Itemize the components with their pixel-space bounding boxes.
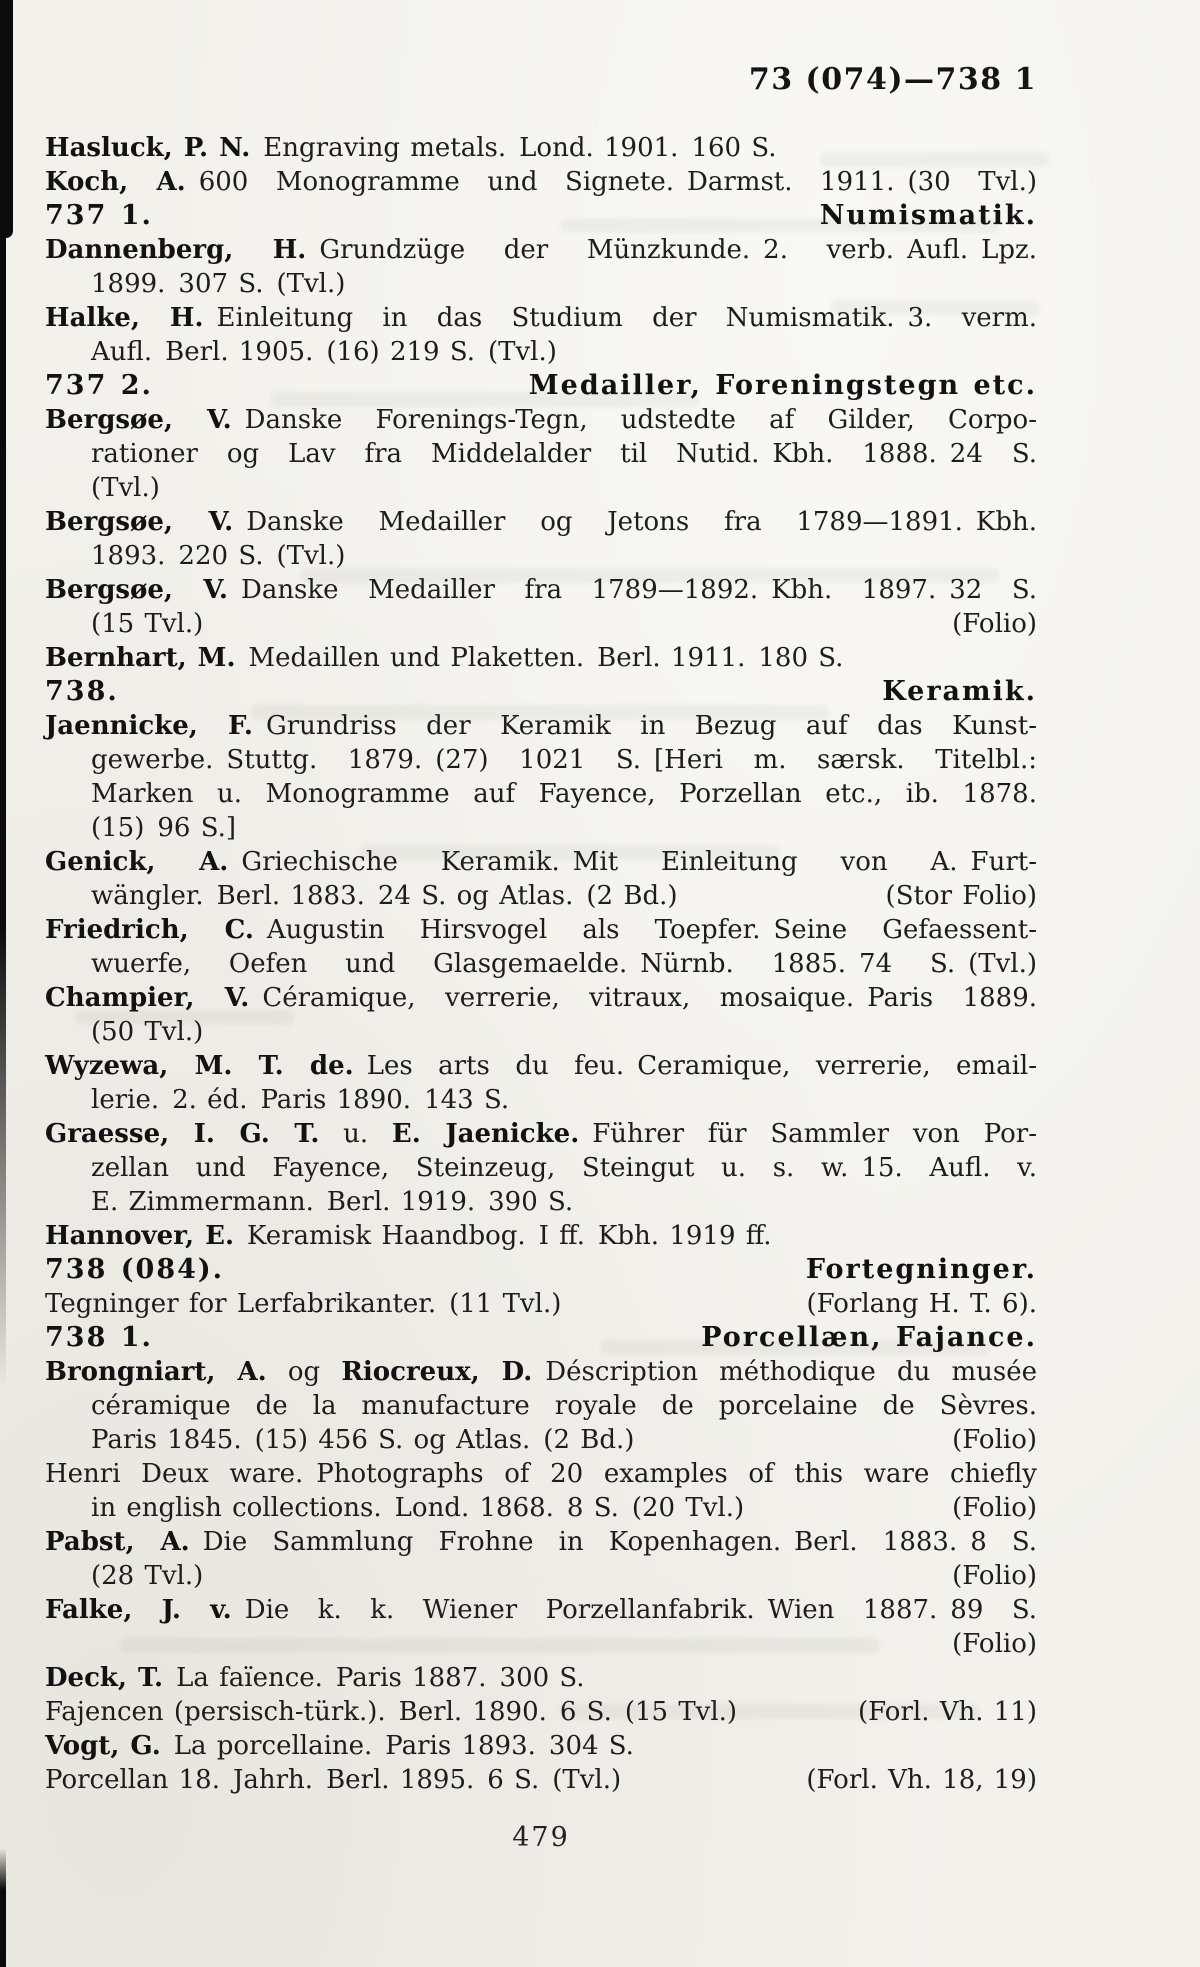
author-name: Bergsøe, V.	[45, 575, 228, 605]
entry-line	[45, 301, 1037, 335]
entry-text: E. Zimmermann. Berl. 1919. 390 S.	[91, 1187, 574, 1217]
entry-line	[45, 1355, 1037, 1389]
entry-line	[45, 1151, 1037, 1185]
author-name: Falke, J. v.	[45, 1595, 232, 1625]
format-note: (Folio)	[952, 1493, 1037, 1523]
author-name: Graesse, I. G. T.	[45, 1119, 320, 1149]
entry-text: Die Sammlung Frohne in Kopenhagen. Berl. 1883. 8 S.	[189, 1527, 1037, 1557]
section-label: Porcellæn, Fajance.	[701, 1322, 1037, 1353]
entry-line	[45, 1423, 1037, 1457]
entry-text: in english collections. Lond. 1868. 8 S. (20 Tvl.)	[91, 1493, 745, 1523]
entry-line	[45, 743, 1037, 777]
entry-line	[45, 335, 1037, 369]
entry-line	[45, 1763, 1037, 1797]
format-note: (Folio)	[952, 1561, 1037, 1591]
entry-line	[45, 1117, 1037, 1151]
author-name: E. Jaenicke.	[391, 1119, 580, 1149]
entry-text: Medaillen und Plaketten. Berl. 1911. 180 S.	[235, 643, 844, 673]
entry-text: Henri Deux ware. Photographs of 20 examples of this ware chiefly	[45, 1459, 1037, 1489]
entry-line	[45, 539, 1037, 573]
entry-line	[45, 641, 1037, 675]
entry-line	[45, 437, 1037, 471]
entry-line	[45, 1491, 1037, 1525]
running-head-classification: 73 (074)—738 1	[748, 62, 1037, 97]
entry-text: wuerfe, Oefen und Glasgemaelde. Nürnb. 1885. 74 S. (Tvl.)	[91, 949, 1037, 979]
entry-text: Einleitung in das Studium der Numismatik. 3. verm.	[203, 303, 1037, 333]
author-name: 737 2.	[45, 370, 153, 401]
entry-line	[45, 1015, 1037, 1049]
entry-text: u.	[319, 1119, 392, 1149]
format-note: (Forl. Vh. 11)	[858, 1697, 1037, 1727]
entry-text: Danske Medailler og Jetons fra 1789—1891. Kbh.	[233, 507, 1038, 537]
entry-line	[45, 1049, 1037, 1083]
entry-text: Paris 1845. (15) 456 S. og Atlas. (2 Bd.)	[91, 1425, 635, 1455]
entry-text: (Tvl.)	[91, 473, 160, 503]
author-name: Bergsøe, V.	[45, 507, 234, 537]
author-name: Brongniart, A.	[45, 1357, 267, 1387]
entry-text: La porcellaine. Paris 1893. 304 S.	[160, 1731, 634, 1761]
entry-line	[45, 573, 1037, 607]
author-name: Halke, H.	[45, 303, 204, 333]
entry-line	[45, 1287, 1037, 1321]
author-name: Wyzewa, M. T. de.	[45, 1051, 354, 1081]
author-name: Bergsøe, V.	[45, 405, 232, 435]
entry-text: Griechische Keramik. Mit Einleitung von A. Furt-	[228, 847, 1037, 877]
author-name: 738.	[45, 676, 119, 707]
entry-line	[45, 1729, 1037, 1763]
author-name: 738 (084).	[45, 1254, 225, 1285]
author-name: 738 1.	[45, 1322, 153, 1353]
scan-gutter-shadow-top	[0, 0, 13, 238]
entry-text: Marken u. Monogramme auf Fayence, Porzellan etc., ib. 1878.	[91, 779, 1037, 809]
entry-text: Porcellan 18. Jahrh. Berl. 1895. 6 S. (Tvl.)	[45, 1765, 622, 1795]
entry-text: Die k. k. Wiener Porzellanfabrik. Wien 1887. 89 S.	[231, 1595, 1037, 1625]
section-heading-row	[45, 199, 1037, 233]
section-heading-row	[45, 1253, 1037, 1287]
section-heading-row	[45, 369, 1037, 403]
entry-line	[45, 777, 1037, 811]
entry-line	[45, 1219, 1037, 1253]
entry-text: Grundzüge der Münzkunde. 2. verb. Aufl. Lpz.	[306, 235, 1037, 265]
entry-text: lerie. 2. éd. Paris 1890. 143 S.	[91, 1085, 510, 1115]
entry-text: Fajencen (persisch-türk.). Berl. 1890. 6 S. (15 Tvl.)	[45, 1697, 738, 1727]
author-name: Friedrich, C.	[45, 915, 254, 945]
entry-line	[45, 709, 1037, 743]
entry-text: Engraving metals. Lond. 1901. 160 S.	[250, 133, 777, 163]
entry-text: (28 Tvl.)	[91, 1561, 204, 1591]
entry-text: Danske Forenings-Tegn, udstedte af Gilder, Corpo-	[231, 405, 1037, 435]
entry-line	[45, 471, 1037, 505]
entry-text: (15 Tvl.)	[91, 609, 204, 639]
entry-text: Déscription méthodique du musée	[532, 1357, 1038, 1387]
author-name: Champier, V.	[45, 983, 250, 1013]
entry-line	[45, 131, 1037, 165]
entry-text: (15) 96 S.]	[91, 813, 237, 843]
entry-text: 1899. 307 S. (Tvl.)	[91, 269, 346, 299]
author-name: Genick, A.	[45, 847, 229, 877]
format-note: (Stor Folio)	[885, 881, 1037, 911]
format-note: (Folio)	[952, 1629, 1037, 1659]
entry-line	[45, 1525, 1037, 1559]
entry-text: Augustin Hirsvogel als Toepfer. Seine Gefaessent-	[253, 915, 1037, 945]
entry-text: rationer og Lav fra Middelalder til Nutid. Kbh. 1888. 24 S.	[91, 439, 1037, 469]
entry-text: Céramique, verrerie, vitraux, mosaique. Paris 1889.	[249, 983, 1037, 1013]
entry-text: gewerbe. Stuttg. 1879. (27) 1021 S. [Heri m. særsk. Titelbl.:	[91, 745, 1037, 775]
scan-gutter-shadow-bottom	[0, 1848, 6, 1967]
entry-line	[45, 1389, 1037, 1423]
entry-line	[45, 845, 1037, 879]
entry-line	[45, 1559, 1037, 1593]
author-name: Riocreux, D.	[341, 1357, 533, 1387]
entry-text: La faïence. Paris 1887. 300 S.	[163, 1663, 585, 1693]
entry-line	[45, 947, 1037, 981]
entry-text: Grundriss der Keramik in Bezug auf das Kunst-	[252, 711, 1037, 741]
entry-line	[45, 879, 1037, 913]
section-heading-row	[45, 1321, 1037, 1355]
entry-line	[45, 1083, 1037, 1117]
entry-text: Tegninger for Lerfabrikanter. (11 Tvl.)	[45, 1289, 562, 1319]
entry-line	[45, 165, 1037, 199]
format-note: (Folio)	[952, 609, 1037, 639]
section-label: Keramik.	[882, 676, 1037, 707]
author-name: Jaennicke, F.	[45, 711, 253, 741]
author-name: Deck, T.	[45, 1663, 164, 1693]
entry-text: (50 Tvl.)	[91, 1017, 204, 1047]
entry-line	[45, 913, 1037, 947]
bibliography-entries	[45, 131, 1037, 1797]
entry-text: Aufl. Berl. 1905. (16) 219 S. (Tvl.)	[91, 337, 557, 367]
entry-text: Führer für Sammler von Por-	[579, 1119, 1037, 1149]
entry-line	[45, 1185, 1037, 1219]
entry-text: céramique de la manufacture royale de porcelaine de Sèvres.	[91, 1391, 1037, 1421]
entry-text: Keramisk Haandbog. I ff. Kbh. 1919 ff.	[234, 1221, 772, 1251]
author-name: Vogt, G.	[45, 1731, 161, 1761]
entry-line	[45, 811, 1037, 845]
format-note: (Folio)	[952, 1425, 1037, 1455]
author-name: Bernhart, M.	[45, 643, 236, 673]
entry-text: og	[266, 1357, 342, 1387]
entry-text: Danske Medailler fra 1789—1892. Kbh. 1897. 32 S.	[227, 575, 1037, 605]
scan-gutter-shadow-middle	[0, 230, 6, 1390]
entry-line	[45, 981, 1037, 1015]
entry-line	[45, 1695, 1037, 1729]
entry-text: zellan und Fayence, Steinzeug, Steingut u. s. w. 15. Aufl. v.	[91, 1153, 1037, 1183]
section-label: Medailler, Foreningstegn etc.	[528, 370, 1037, 401]
entry-text: 1893. 220 S. (Tvl.)	[91, 541, 346, 571]
entry-text: Les arts du feu. Ceramique, verrerie, email-	[353, 1051, 1037, 1081]
entry-line	[45, 1661, 1037, 1695]
entry-line	[45, 1457, 1037, 1491]
entry-line	[45, 1593, 1037, 1627]
page-number: 479	[512, 1822, 570, 1853]
author-name: Hasluck, P. N.	[45, 133, 251, 163]
entry-line	[45, 233, 1037, 267]
author-name: Dannenberg, H.	[45, 235, 307, 265]
section-heading-row	[45, 675, 1037, 709]
section-label: Numismatik.	[819, 200, 1037, 231]
entry-text: 600 Monogramme und Signete. Darmst. 1911. (30 Tvl.)	[185, 167, 1037, 197]
entry-line	[45, 267, 1037, 301]
entry-line	[45, 1627, 1037, 1661]
section-label: Fortegninger.	[805, 1254, 1037, 1285]
author-name: 737 1.	[45, 200, 153, 231]
entry-text: wängler. Berl. 1883. 24 S. og Atlas. (2 Bd.)	[91, 881, 678, 911]
format-note: (Forlang H. T. 6).	[806, 1289, 1037, 1319]
entry-line	[45, 403, 1037, 437]
author-name: Pabst, A.	[45, 1527, 190, 1557]
format-note: (Forl. Vh. 18, 19)	[806, 1765, 1037, 1795]
author-name: Koch, A.	[45, 167, 186, 197]
entry-line	[45, 607, 1037, 641]
entry-line	[45, 505, 1037, 539]
author-name: Hannover, E.	[45, 1221, 234, 1251]
